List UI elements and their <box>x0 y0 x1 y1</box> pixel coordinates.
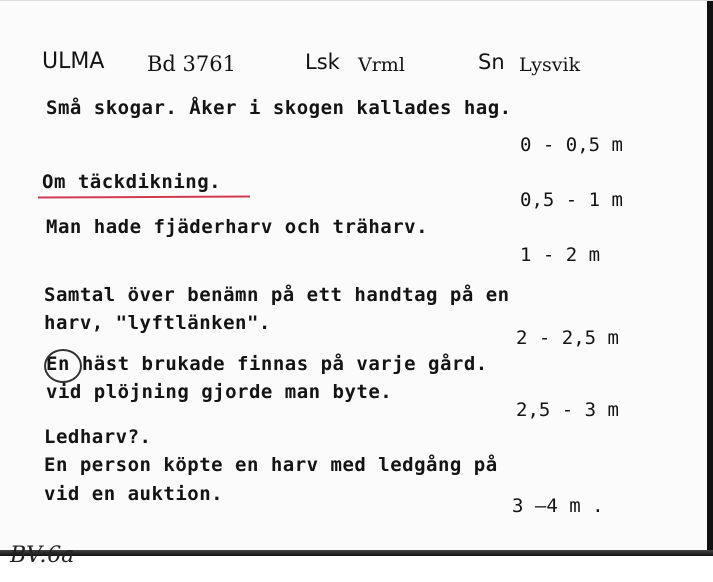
archive-mark: BV:6a <box>10 543 75 568</box>
depth-4: 2 - 2,5 m <box>516 327 619 349</box>
card-edge-bottom <box>0 550 713 556</box>
header-ulma: ULMA <box>42 49 105 74</box>
text-line-4: Samtal över benämn på ett handtag på en <box>44 284 510 306</box>
depth-1: 0 - 0,5 m <box>520 134 623 156</box>
depth-2: 0,5 - 1 m <box>520 189 623 211</box>
header-sn-value: Lysvik <box>519 54 581 76</box>
text-line-3: Man hade fjäderharv och träharv. <box>46 216 429 238</box>
text-line-2: Om täckdikning. <box>42 171 222 193</box>
red-underline <box>38 195 250 198</box>
header-lsk-label: Lsk <box>305 50 340 74</box>
circle-annotation <box>44 349 82 383</box>
text-line-7: vid plöjning gjorde man byte. <box>46 381 393 403</box>
text-line-10: vid en auktion. <box>44 483 224 505</box>
depth-3: 1 - 2 m <box>520 244 601 266</box>
card-edge-right <box>707 1 713 556</box>
text-line-1: Små skogar. Åker i skogen kallades hag. <box>46 97 512 119</box>
text-line-9: En person köpte en harv med ledgång på <box>44 454 498 476</box>
text-line-6: En häst brukade finnas på varje gård. <box>46 353 488 375</box>
header-sn-label: Sn <box>478 50 505 74</box>
text-line-8: Ledharv?. <box>44 426 152 448</box>
text-line-5: harv, "lyftlänken". <box>44 312 271 334</box>
depth-6: 3 —4 m . <box>512 495 604 517</box>
header-bd: Bd 3761 <box>147 52 236 76</box>
depth-5: 2,5 - 3 m <box>516 399 619 421</box>
header-lsk-value: Vrml <box>358 54 405 76</box>
